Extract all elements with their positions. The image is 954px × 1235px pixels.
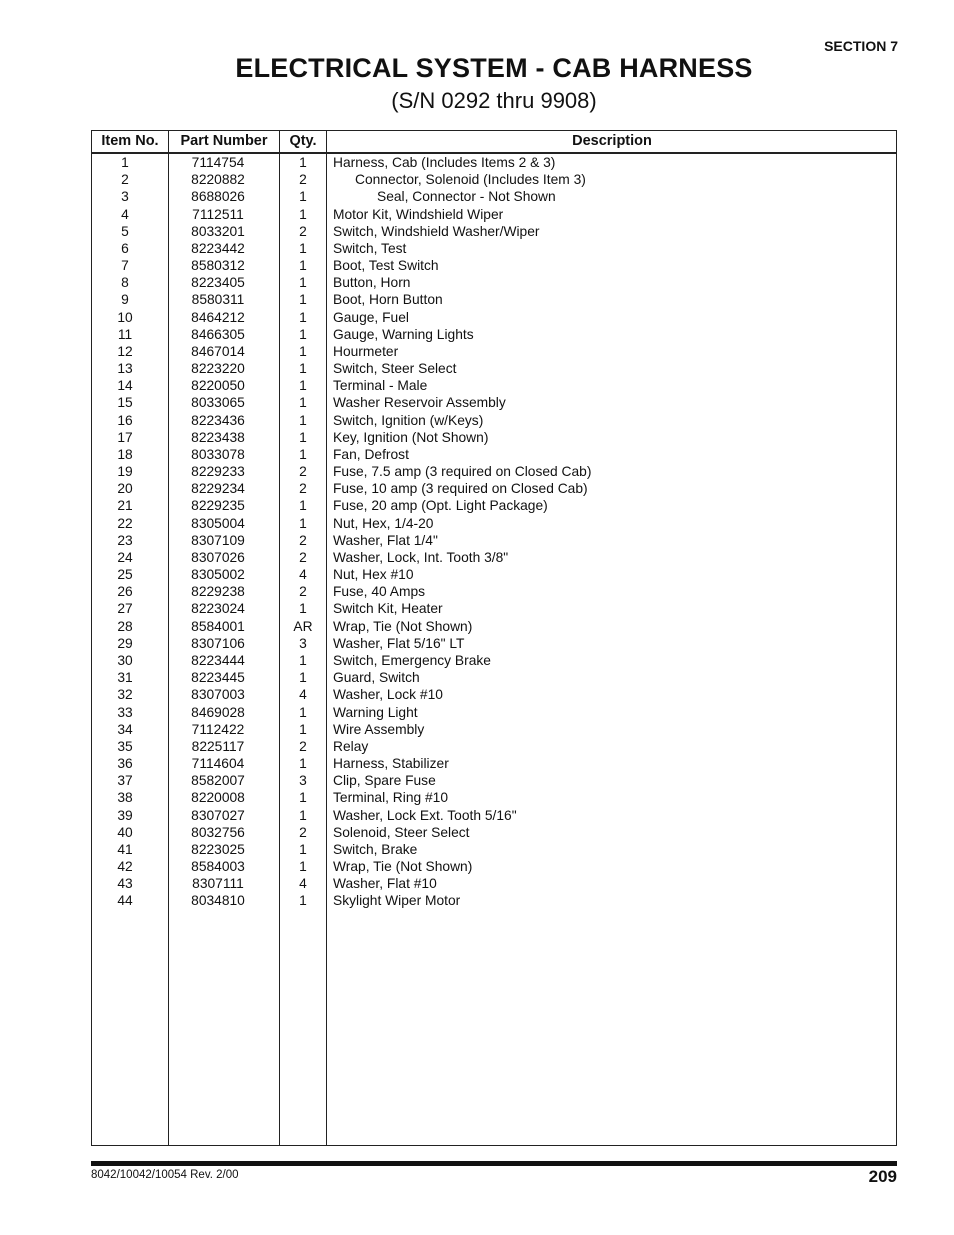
table-row — [92, 824, 896, 841]
cell-qty: 2 — [299, 738, 307, 754]
table-row — [92, 807, 896, 824]
cell-description: Warning Light — [333, 704, 418, 720]
cell-part-number: 8688026 — [191, 189, 245, 205]
cell-item-no: 39 — [117, 807, 133, 823]
cell-item-no: 3 — [121, 189, 129, 205]
cell-item-no: 23 — [117, 532, 133, 548]
cell-part-number: 8582007 — [191, 773, 245, 789]
cell-description: Nut, Hex #10 — [333, 567, 414, 583]
cell-description: Wire Assembly — [333, 721, 425, 737]
cell-qty: 1 — [299, 704, 307, 720]
cell-part-number: 8307026 — [191, 549, 245, 565]
page-title: ELECTRICAL SYSTEM - CAB HARNESS — [235, 53, 753, 83]
cell-part-number: 8467014 — [191, 343, 245, 359]
table-row — [92, 532, 896, 549]
document-id: 8042/10042/10054 Rev. 2/00 — [91, 1169, 239, 1181]
cell-part-number: 8307106 — [191, 635, 245, 651]
cell-description: Clip, Spare Fuse — [333, 773, 436, 789]
cell-item-no: 24 — [117, 549, 133, 565]
cell-part-number: 8229233 — [191, 464, 245, 480]
table-row — [92, 171, 896, 188]
table-row — [92, 343, 896, 360]
table-row — [92, 497, 896, 514]
cell-description: Switch Kit, Heater — [333, 601, 443, 617]
table-row — [92, 326, 896, 343]
cell-part-number: 8223024 — [191, 601, 245, 617]
cell-item-no: 43 — [117, 876, 133, 892]
column-header-item: Item No. — [101, 133, 159, 149]
cell-part-number: 8580311 — [191, 292, 245, 308]
cell-item-no: 37 — [117, 773, 133, 789]
cell-qty: 1 — [299, 429, 307, 445]
table-row — [92, 240, 896, 257]
cell-description: Washer, Lock #10 — [333, 687, 443, 703]
table-row — [92, 858, 896, 875]
table-body — [92, 154, 896, 910]
cell-item-no: 22 — [117, 515, 133, 531]
cell-part-number: 8307003 — [191, 687, 245, 703]
column-header-part-number: Part Number — [180, 133, 268, 149]
cell-description: Wrap, Tie (Not Shown) — [333, 859, 473, 875]
cell-qty: 1 — [299, 309, 307, 325]
table-row — [92, 274, 896, 291]
cell-item-no: 28 — [117, 618, 133, 634]
cell-qty: 1 — [299, 343, 307, 359]
cell-qty: 1 — [299, 155, 307, 170]
cell-part-number: 8229235 — [191, 498, 245, 514]
cell-qty: 1 — [299, 807, 307, 823]
cell-item-no: 31 — [117, 670, 133, 686]
cell-item-no: 29 — [117, 635, 133, 651]
table-row — [92, 892, 896, 909]
cell-part-number: 8220050 — [191, 378, 245, 394]
table-row — [92, 549, 896, 566]
cell-part-number: 8469028 — [191, 704, 245, 720]
cell-item-no: 16 — [117, 412, 133, 428]
cell-item-no: 9 — [121, 292, 129, 308]
cell-description: Switch, Brake — [333, 841, 418, 857]
cell-qty: 1 — [299, 498, 307, 514]
table-row — [92, 206, 896, 223]
cell-description: Motor Kit, Windshield Wiper — [333, 206, 504, 222]
cell-description: Hourmeter — [333, 343, 399, 359]
cell-qty: 2 — [299, 824, 307, 840]
cell-qty: 1 — [299, 361, 307, 377]
cell-qty: 1 — [299, 292, 307, 308]
cell-description: Key, Ignition (Not Shown) — [333, 429, 489, 445]
cell-part-number: 8032756 — [191, 824, 245, 840]
table-row — [92, 429, 896, 446]
cell-description: Connector, Solenoid (Includes Item 3) — [355, 172, 586, 188]
cell-qty: 1 — [299, 206, 307, 222]
table-row — [92, 291, 896, 308]
cell-qty: 4 — [299, 876, 307, 892]
cell-qty: 2 — [299, 223, 307, 239]
cell-item-no: 13 — [117, 361, 133, 377]
cell-qty: 1 — [299, 515, 307, 531]
cell-part-number: 8034810 — [191, 893, 245, 909]
table-row — [92, 309, 896, 326]
cell-description: Solenoid, Steer Select — [333, 824, 470, 840]
cell-item-no: 32 — [117, 687, 133, 703]
table-row — [92, 377, 896, 394]
table-row — [92, 600, 896, 617]
table-row — [92, 755, 896, 772]
table-row — [92, 875, 896, 892]
cell-qty: 1 — [299, 275, 307, 291]
cell-qty: 4 — [299, 687, 307, 703]
cell-part-number: 8223438 — [191, 429, 245, 445]
table-row — [92, 480, 896, 497]
table-row — [92, 566, 896, 583]
cell-part-number: 8220008 — [191, 790, 245, 806]
table-row — [92, 463, 896, 480]
cell-part-number: 8466305 — [191, 326, 245, 342]
cell-item-no: 35 — [117, 738, 133, 754]
cell-part-number: 8223436 — [191, 412, 245, 428]
cell-description: Fuse, 7.5 amp (3 required on Closed Cab) — [333, 464, 592, 480]
cell-qty: 1 — [299, 446, 307, 462]
cell-description: Washer Reservoir Assembly — [333, 395, 506, 411]
cell-part-number: 8305002 — [191, 567, 245, 583]
table-row — [92, 446, 896, 463]
cell-description: Washer, Flat #10 — [333, 876, 437, 892]
table-row — [92, 154, 896, 171]
cell-part-number: 8223220 — [191, 361, 245, 377]
cell-qty: 1 — [299, 378, 307, 394]
cell-qty: 2 — [299, 549, 307, 565]
cell-description: Seal, Connector - Not Shown — [377, 189, 556, 205]
cell-description: Washer, Flat 5/16" LT — [333, 635, 465, 651]
cell-description: Fan, Defrost — [333, 446, 409, 462]
table-row — [92, 789, 896, 806]
cell-part-number: 8033201 — [191, 223, 245, 239]
table-row — [92, 618, 896, 635]
cell-part-number: 8307111 — [192, 876, 244, 892]
cell-description: Guard, Switch — [333, 670, 420, 686]
cell-description: Button, Horn — [333, 275, 411, 291]
cell-part-number: 7112511 — [192, 206, 244, 222]
cell-item-no: 40 — [117, 824, 133, 840]
cell-qty: 1 — [299, 395, 307, 411]
cell-description: Fuse, 20 amp (Opt. Light Package) — [333, 498, 548, 514]
cell-part-number: 8223405 — [191, 275, 245, 291]
cell-qty: 1 — [299, 893, 307, 909]
cell-description: Gauge, Fuel — [333, 309, 409, 325]
cell-description: Nut, Hex, 1/4-20 — [333, 515, 434, 531]
cell-item-no: 14 — [117, 378, 133, 394]
cell-part-number: 8223025 — [191, 841, 245, 857]
cell-part-number: 8033078 — [191, 446, 245, 462]
cell-item-no: 6 — [121, 240, 129, 256]
cell-qty: 1 — [299, 240, 307, 256]
cell-description: Washer, Flat 1/4" — [333, 532, 438, 548]
cell-description: Terminal, Ring #10 — [333, 790, 449, 806]
section-label: SECTION 7 — [824, 38, 898, 54]
cell-qty: AR — [293, 618, 313, 634]
cell-qty: 1 — [299, 670, 307, 686]
cell-item-no: 33 — [117, 704, 133, 720]
cell-part-number: 8033065 — [191, 395, 245, 411]
cell-part-number: 8225117 — [191, 738, 245, 754]
cell-item-no: 5 — [121, 223, 129, 239]
table-row — [92, 652, 896, 669]
cell-description: Boot, Test Switch — [333, 258, 439, 274]
footer-rule — [91, 1161, 897, 1166]
cell-qty: 1 — [299, 652, 307, 668]
cell-item-no: 15 — [117, 395, 133, 411]
cell-part-number: 8464212 — [191, 309, 245, 325]
cell-item-no: 38 — [117, 790, 133, 806]
cell-description: Wrap, Tie (Not Shown) — [333, 618, 473, 634]
cell-item-no: 36 — [117, 756, 133, 772]
table-row — [92, 738, 896, 755]
table-row — [92, 669, 896, 686]
cell-item-no: 30 — [117, 652, 133, 668]
cell-qty: 1 — [299, 721, 307, 737]
cell-item-no: 25 — [117, 567, 133, 583]
cell-item-no: 4 — [121, 206, 129, 222]
table-row — [92, 583, 896, 600]
column-header-qty: Qty. — [289, 133, 317, 149]
cell-item-no: 34 — [117, 721, 133, 737]
cell-item-no: 21 — [117, 498, 133, 514]
page-number: 209 — [868, 1167, 897, 1186]
cell-part-number: 7112422 — [191, 721, 245, 737]
cell-part-number: 8229234 — [191, 481, 245, 497]
cell-description: Fuse, 40 Amps — [333, 584, 426, 600]
cell-part-number: 7114754 — [191, 155, 245, 170]
cell-qty: 2 — [299, 464, 307, 480]
cell-description: Skylight Wiper Motor — [333, 893, 461, 909]
table-row — [92, 223, 896, 240]
table-row — [92, 394, 896, 411]
cell-part-number: 8223445 — [191, 670, 245, 686]
cell-qty: 1 — [299, 790, 307, 806]
table-row — [92, 686, 896, 703]
cell-description: Relay — [333, 738, 369, 754]
cell-qty: 2 — [299, 532, 307, 548]
cell-item-no: 1 — [121, 155, 129, 170]
table-row — [92, 721, 896, 738]
cell-description: Washer, Lock Ext. Tooth 5/16" — [333, 807, 517, 823]
cell-qty: 4 — [299, 567, 307, 583]
cell-item-no: 26 — [117, 584, 133, 600]
cell-description: Harness, Cab (Includes Items 2 & 3) — [333, 155, 556, 170]
cell-item-no: 8 — [121, 275, 129, 291]
cell-item-no: 20 — [117, 481, 133, 497]
cell-part-number: 8305004 — [191, 515, 245, 531]
cell-description: Switch, Emergency Brake — [333, 652, 491, 668]
table-row — [92, 412, 896, 429]
cell-qty: 3 — [299, 773, 307, 789]
cell-item-no: 12 — [117, 343, 133, 359]
table-row — [92, 360, 896, 377]
cell-description: Washer, Lock, Int. Tooth 3/8" — [333, 549, 509, 565]
cell-item-no: 11 — [117, 326, 133, 342]
cell-qty: 2 — [299, 172, 307, 188]
table-row — [92, 635, 896, 652]
cell-description: Boot, Horn Button — [333, 292, 443, 308]
cell-part-number: 8580312 — [191, 258, 245, 274]
cell-item-no: 42 — [117, 859, 133, 875]
cell-item-no: 17 — [117, 429, 133, 445]
cell-description: Fuse, 10 amp (3 required on Closed Cab) — [333, 481, 588, 497]
table-row — [92, 515, 896, 532]
cell-description: Switch, Windshield Washer/Wiper — [333, 223, 540, 239]
cell-part-number: 7114604 — [191, 756, 245, 772]
cell-qty: 1 — [299, 258, 307, 274]
table-row — [92, 704, 896, 721]
table-row — [92, 188, 896, 205]
cell-item-no: 10 — [117, 309, 133, 325]
cell-qty: 1 — [299, 756, 307, 772]
cell-item-no: 7 — [121, 258, 129, 274]
cell-part-number: 8220882 — [191, 172, 245, 188]
cell-qty: 1 — [299, 326, 307, 342]
parts-table — [91, 130, 897, 1146]
page-subtitle: (S/N 0292 thru 9908) — [391, 88, 597, 113]
cell-description: Terminal - Male — [333, 378, 428, 394]
cell-item-no: 18 — [117, 446, 133, 462]
cell-item-no: 19 — [117, 464, 133, 480]
column-header-description: Description — [572, 133, 652, 149]
cell-qty: 1 — [299, 841, 307, 857]
cell-part-number: 8307027 — [191, 807, 245, 823]
cell-description: Harness, Stabilizer — [333, 756, 449, 772]
table-row — [92, 841, 896, 858]
cell-part-number: 8223444 — [191, 652, 245, 668]
cell-qty: 1 — [299, 412, 307, 428]
cell-item-no: 44 — [117, 893, 133, 909]
cell-qty: 2 — [299, 481, 307, 497]
cell-description: Gauge, Warning Lights — [333, 326, 474, 342]
table-row — [92, 257, 896, 274]
cell-part-number: 8223442 — [191, 240, 245, 256]
cell-description: Switch, Steer Select — [333, 361, 457, 377]
cell-item-no: 27 — [117, 601, 133, 617]
cell-description: Switch, Ignition (w/Keys) — [333, 412, 484, 428]
cell-qty: 3 — [299, 635, 307, 651]
cell-item-no: 41 — [117, 841, 133, 857]
table-row — [92, 772, 896, 789]
cell-description: Switch, Test — [333, 240, 407, 256]
cell-qty: 1 — [299, 189, 307, 205]
cell-part-number: 8307109 — [191, 532, 245, 548]
cell-qty: 1 — [299, 601, 307, 617]
cell-part-number: 8229238 — [191, 584, 245, 600]
cell-qty: 1 — [299, 859, 307, 875]
cell-qty: 2 — [299, 584, 307, 600]
cell-item-no: 2 — [121, 172, 129, 188]
cell-part-number: 8584001 — [191, 618, 245, 634]
cell-part-number: 8584003 — [191, 859, 245, 875]
